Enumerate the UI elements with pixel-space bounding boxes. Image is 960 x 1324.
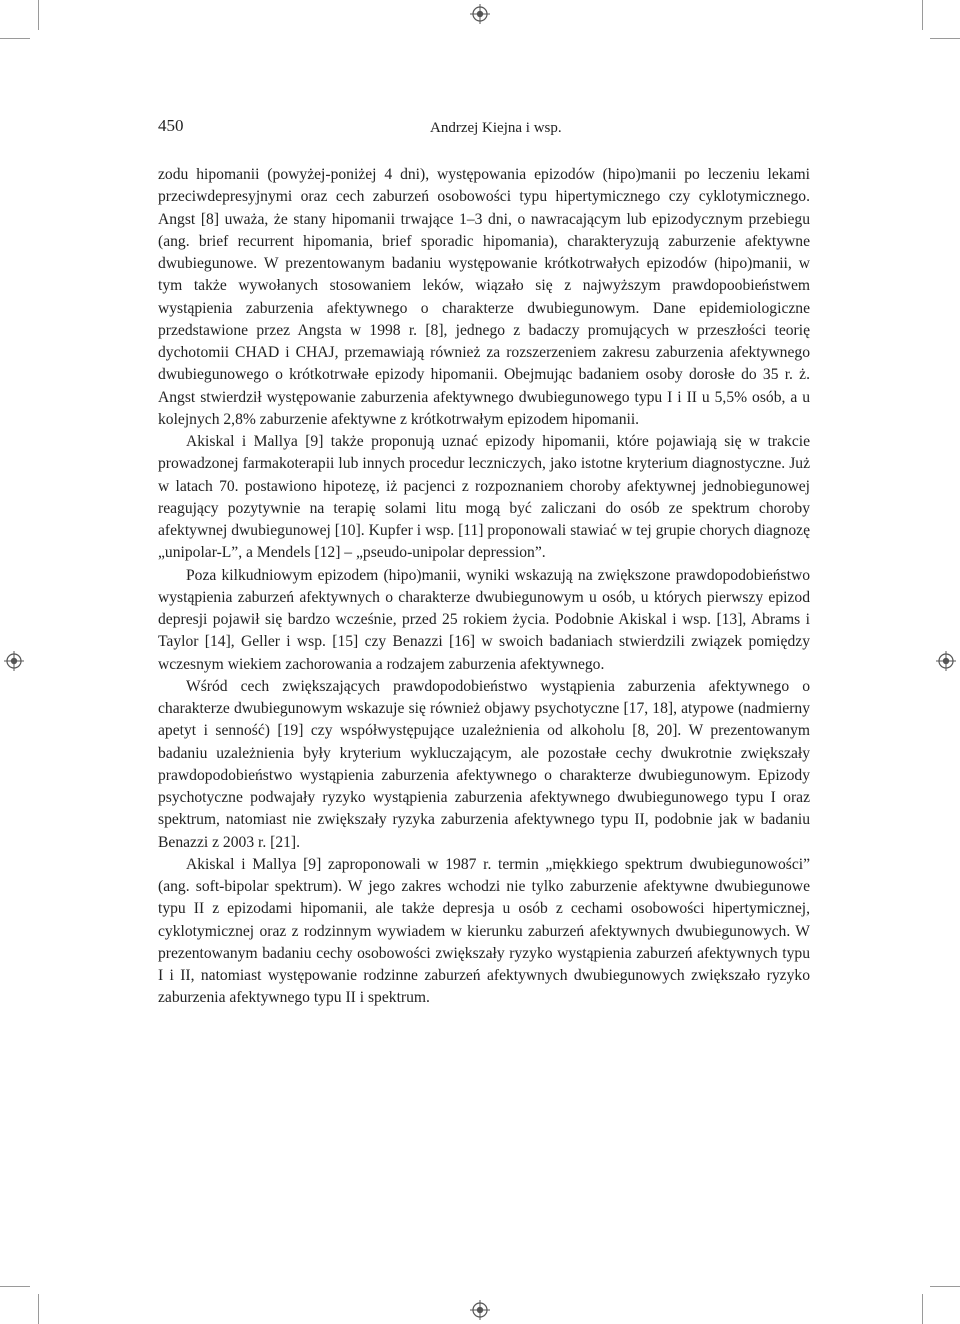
paragraph: Akiskal i Mallya [9] zaproponowali w 1987 r. termin „miękkiego spektrum dwubiegunowości” (ang. soft-bipolar spektrum). W jego zakres wchodzi nie tylko zaburzenie afektywne dwubiegunowe typu II z epizodami hipomanii, ale także depresja u osób z cechami osobowości hipertymicznej, cyklotymicznej oraz z rodzinnym wywiadem w kierunku zaburzeń afektywnych dwubiegunowych. W prezentowanym badaniu cechy osobowości zwiększały ryzyko wystąpienia zaburzeń afektywnych typu I i II, natomiast występowanie rodzinne zaburzeń afektywnych dwubiegunowych zwiększało ryzyko zaburzenia afektywnego typu II i spektrum. [158,855,810,1007]
crop-mark-bottom-right [922,1294,923,1324]
body-text [158,164,810,1010]
crop-mark-top-left [38,0,39,30]
crop-mark-top-right [922,0,923,30]
registration-mark-right-icon [936,651,956,671]
running-head: Andrzej Kiejna i wsp. [430,120,562,136]
page-number: 450 [158,116,184,135]
crop-mark-left-bottom [0,1286,30,1287]
paragraph: Poza kilkudniowym epizodem (hipo)manii, wyniki wskazują na zwiększone prawdopodobieństwo wystąpienia zaburzeń afektywnych o charakterze dwubiegunowym u osób, u których pierwszy epizod depresji pojawił się bardzo wcześnie, przed 25 rokiem życia. Podobnie Akiskal i wsp. [13], Abrams i Taylor [14], Geller i wsp. [15] czy Benazzi [16] w swoich badaniach stwierdzili związek pomiędzy wczesnym wiekiem zachorowania a rodzajem zaburzenia afektywnego. [158,566,810,673]
crop-mark-right-bottom [930,1286,960,1287]
paragraph: Akiskal i Mallya [9] także proponują uznać epizody hipomanii, które pojawiają się w trakcie prowadzonej farmakoterapii lub innych procedur leczniczych, jako istotne kryterium diagnostyczne. Już w latach 70. postawiono hipotezę, iż pacjenci z rozpoznaniem choroby afektywnej jednobiegunowej reagujący pozytywnie na terapię solami litu mogą być zaliczani do osób ze spektrum choroby afektywnej dwubiegunowej [10]. Kupfer i wsp. [11] proponowali stawiać w tej grupie chorych diagnozę „unipolar-L”, a Mendels [12] – „pseudo-unipolar depression”. [158,433,810,562]
crop-mark-right-top [930,38,960,39]
paragraph: zodu hipomanii (powyżej-poniżej 4 dni), występowania epizodów (hipo)manii po leczeniu lekami przeciwdepresyjnymi oraz cech zaburzeń osobowości typu hipertymicznego czy cyklotymicznego. Angst [8] uważa, że stany hipomanii trwające 1–3 dni, o nawracającym lub epizodycznym przebiegu (ang. brief recurrent hipomania, brief sporadic hipomania), charakteryzują zaburzenie afektywne dwubiegunowe. W prezentowanym badaniu występowanie krótkotrwałych epizodów (hipo)manii, w tym także wywołanych stosowaniem leków, wiązało się z najwyższym prawdopoobieństwem wystąpienia zaburzenia afektywnego o charakterze dwubiegunowym. Dane epidemiologiczne przedstawione przez Angsta w 1998 r. [8], jednego z badaczy promujących w przeszłości teorię dychotomii CHAD i CHAJ, przemawiają również za rozszerzeniem zakresu zaburzenia afektywnego dwubiegunowego o krótkotrwałe epizody hipomanii. Obejmując badaniem osoby dorosłe do 35 r. ż. Angst stwierdził występowanie zaburzenia afektywnego dwubiegunowego typu I i II u 5,5% osób, a u kolejnych 2,8% zaburzenie afektywne z krótkotrwałym epizodem hipomanii. [158,166,810,428]
paragraph: Wśród cech zwiększających prawdopodobieństwo wystąpienia zaburzenia afektywnego o charakterze dwubiegunowym wskazuje się również objawy psychotyczne [17, 18], atypowe (nadmierny apetyt i senność) [19] czy współwystępujące uzależnienia od alkoholu [8, 20]. W prezentowanym badaniu uzależnienia były kryterium wykluczającym, ale pozostałe cechy dwukrotnie zwiększały prawdopodobieństwo wystąpienia zaburzenia afektywnego o charakterze dwubiegunowym. Epizody psychotyczne podwajały ryzyko wystąpienia zaburzenia afektywnego dwubiegunowego typu I oraz spektrum, natomiast nie zwiększały ryzyka zaburzenia afektywnego typu II, podobnie jak w badaniu Benazzi z 2003 r. [21]. [158,677,810,851]
registration-mark-bottom-icon [470,1300,490,1320]
registration-mark-left-icon [4,651,24,671]
page-header [158,116,810,142]
crop-mark-bottom-left [38,1294,39,1324]
registration-mark-top-icon [470,4,490,24]
crop-mark-left-top [0,38,30,39]
